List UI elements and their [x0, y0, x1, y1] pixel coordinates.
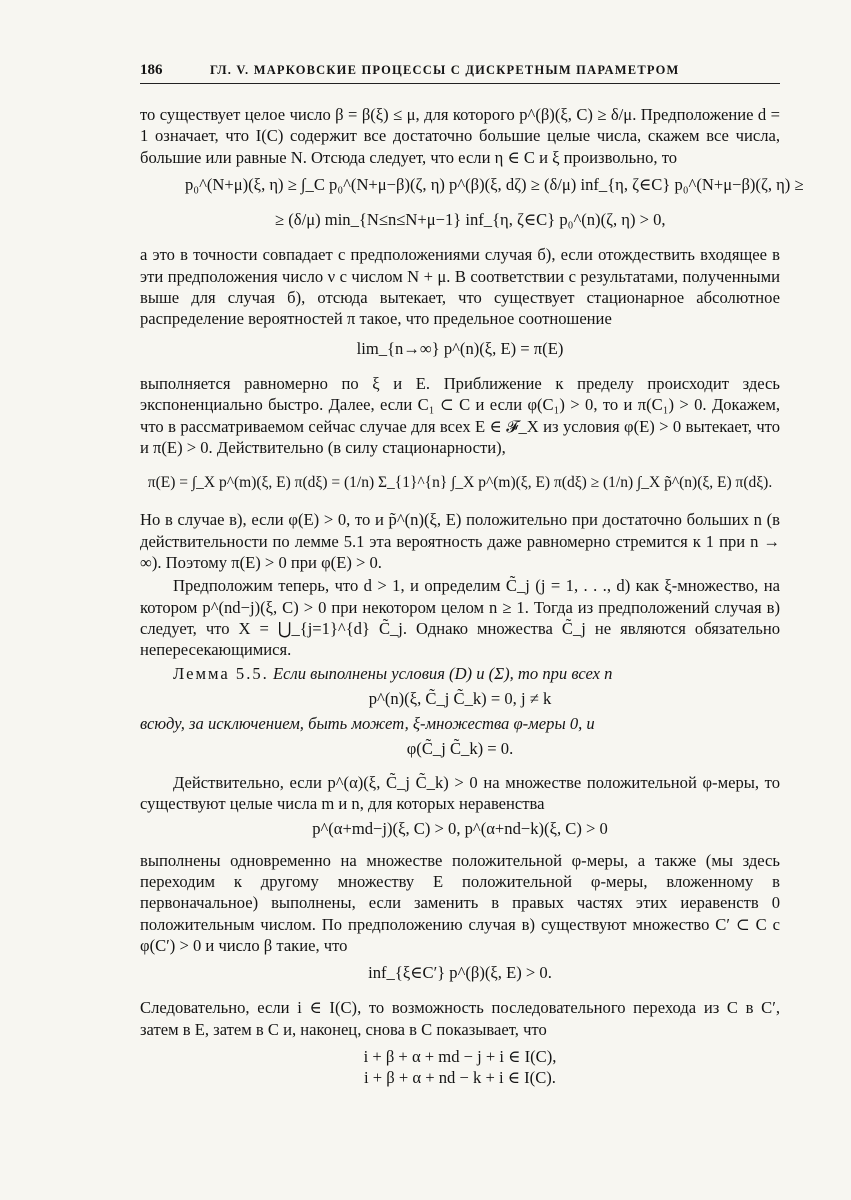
lemma-heading — [140, 663, 780, 684]
paragraph-1: то существует целое число β = β(ξ) ≤ μ, для которого p^(β)(ξ, C) ≥ δ/μ. Предположение d = 1 означает, что I(C) содержит все достаточно большие целые числа, скажем все числа, большие или равные N. Отсюда следует, что если η ∈ C и ξ произвольно, то — [140, 105, 780, 167]
paragraph-8: Следовательно, если i ∈ I(C), то возможность последовательного перехода из C в C′, затем в E, затем в C и, наконец, снова в C показывает, что — [140, 998, 780, 1039]
equation-3: lim_{n→∞} p^(n)(ξ, E) = π(E) — [356, 338, 564, 358]
equation-6: φ(C̃_j C̃_k) = 0. — [406, 739, 514, 759]
lemma-statement: Если выполнены условия (D) и (Σ), то при всех n — [272, 663, 613, 683]
equation-5: p^(n)(ξ, C̃_j C̃_k) = 0, j ≠ k — [368, 688, 552, 708]
running-title: ГЛ. V. МАРКОВСКИЕ ПРОЦЕССЫ С ДИСКРЕТНЫМ ПАРАМЕТРОМ — [210, 63, 680, 77]
equation-7: p^(α+md−j)(ξ, C) > 0, p^(α+nd−k)(ξ, C) > 0 — [312, 819, 608, 839]
text-column — [140, 104, 804, 1089]
lemma-label: Лемма 5.5. — [173, 663, 269, 683]
paragraph-6: Действительно, если p^(α)(ξ, C̃_j C̃_k) > 0 на множестве положительной φ-меры, то существуют целые числа m и n, для которых неравенства — [140, 772, 780, 814]
page-number: 186 — [140, 62, 163, 78]
header-rule — [140, 83, 780, 84]
equation-2: ≥ (δ/μ) min_{N≤n≤N+μ−1} inf_{η, ζ∈C} p₀^(n)(ζ, η) > 0, — [275, 210, 666, 230]
equation-9: i + β + α + md − j + i ∈ I(C), — [363, 1046, 557, 1066]
equation-10: i + β + α + nd − k + i ∈ I(C). — [364, 1068, 556, 1088]
paragraph-7: выполнены одновременно на множестве положительной φ-меры, а также (мы здесь переходим к другому множеству E положительной φ-меры, вложенному в первоначальное) выполнены, если заменить в правых частях этих иеравенств 0 положительным числом. По предположению случая в) существуют множество C′ ⊂ C с φ(C′) > 0 и число β такие, что — [140, 850, 780, 955]
equation-4: π(E) = ∫_X p^(m)(ξ, E) π(dξ) = (1/n) Σ_{1}^{n} ∫_X p^(m)(ξ, E) π(dξ) ≥ (1/n) ∫_X p̃^(n)(ξ, E) π(dξ). — [147, 474, 773, 492]
paragraph-5: Предположим теперь, что d > 1, и определим C̃_j (j = 1, . . ., d) как ξ-множество, на котором p^(nd−j)(ξ, C) > 0 при некотором целом n ≥ 1. Тогда из предположений случая в) следует, что X = ⋃_{j=1}^{d} C̃_j. Однако множества C̃_j не являются обязательно непересекающимися. — [140, 576, 780, 660]
paragraph-4: Но в случае в), если φ(E) > 0, то и p̃^(n)(ξ, E) положительно при достаточно больших n (в действительности по лемме 5.1 эта вероятность даже равномерно стремится к 1 при n → ∞). Поэтому π(E) > 0 при φ(E) > 0. — [140, 510, 780, 573]
lemma-continuation: всюду, за исключением, быть может, ξ-множества φ-меры 0, и — [140, 714, 595, 734]
page-header — [140, 62, 780, 82]
paragraph-2: а это в точности совпадает с предположениями случая б), если отождествить входящее в эти предположения число ν с числом N + μ. В соответствии с результатами, полученными выше для случая б), отсюда вытекает, что существует стационарное абсолютное распределение вероятностей π такое, что предельное соотношение — [140, 245, 780, 329]
paragraph-3: выполняется равномерно по ξ и E. Приближение к пределу происходит здесь экспоненциально быстро. Далее, если C₁ ⊂ C и если φ(C₁) > 0, то и π(C₁) > 0. Докажем, что в рассматриваемом сейчас случае для всех E ∈ 𝓕_X из условия φ(E) > 0 вытекает, что и π(E) > 0. Действительно (в силу стационарности), — [140, 373, 780, 457]
equation-8: inf_{ξ∈C′} p^(β)(ξ, E) > 0. — [368, 963, 552, 983]
equation-1: p₀^(N+μ)(ξ, η) ≥ ∫_C p₀^(N+μ−β)(ζ, η) p^(β)(ξ, dζ) ≥ (δ/μ) inf_{η, ζ∈C} p₀^(N+μ−β)(ζ, η) ≥ — [185, 174, 804, 194]
